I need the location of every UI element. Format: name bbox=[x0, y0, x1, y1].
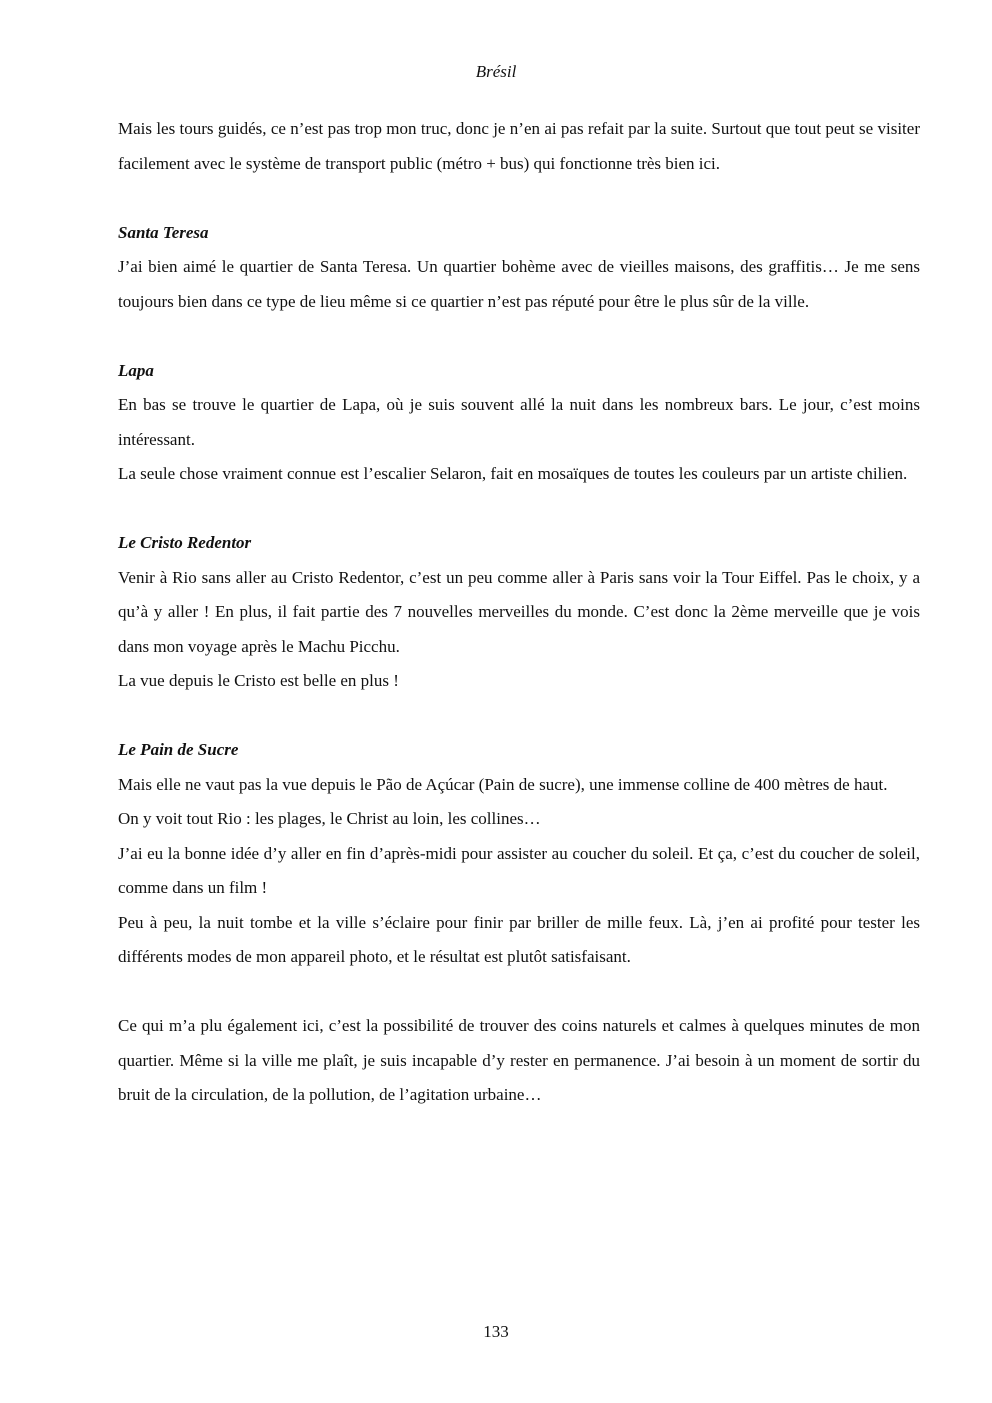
section-spacer bbox=[118, 319, 920, 354]
lapa-paragraph-1: En bas se trouve le quartier de Lapa, où je suis souvent allé la nuit dans les nombreux bars. Le jour, c’est moins intéressant. bbox=[118, 395, 920, 449]
santa-teresa-paragraph: J’ai bien aimé le quartier de Santa Teresa. Un quartier bohème avec de vieilles maisons, des graffitis… Je me sens toujours bien dans ce type de lieu même si ce quartier n’est pas réputé pour être le plus sûr de la ville. bbox=[118, 257, 920, 311]
pain-de-sucre-paragraph-4: Peu à peu, la nuit tombe et la ville s’éclaire pour finir par briller de mille feux. Là, j’en ai profité pour tester les différents modes de mon appareil photo, et le résultat est plutôt satisfaisant. bbox=[118, 912, 920, 966]
cristo-paragraph-2: La vue depuis le Cristo est belle en plus ! bbox=[118, 671, 399, 690]
intro-paragraph: Mais les tours guidés, ce n’est pas trop mon truc, donc je n’en ai pas refait par la suite. Surtout que tout peut se visiter facilement avec le système de transport public (métro + bus) qui fonctionne très bien ici. bbox=[118, 119, 920, 173]
section-spacer bbox=[118, 492, 920, 527]
section-spacer bbox=[118, 699, 920, 734]
pain-de-sucre-paragraph-3: J’ai eu la bonne idée d’y aller en fin d’après-midi pour assister au coucher du soleil. Et ça, c’est du coucher de soleil, comme dans un film ! bbox=[118, 843, 920, 897]
closing-paragraph: Ce qui m’a plu également ici, c’est la possibilité de trouver des coins naturels et calmes à quelques minutes de mon quartier. Même si la ville me plaît, je suis incapable d’y rester en permanence. J’ai besoin à un moment de sortir du bruit de la circulation, de la pollution, de l’agitation urbaine… bbox=[118, 1016, 920, 1104]
pain-de-sucre-paragraph-1: Mais elle ne vaut pas la vue depuis le Pão de Açúcar (Pain de sucre), une immense colline de 400 mètres de haut. bbox=[118, 774, 888, 794]
section-spacer bbox=[118, 975, 920, 1010]
cristo-paragraph-1: Venir à Rio sans aller au Cristo Redentor, c’est un peu comme aller à Paris sans voir la Tour Eiffel. Pas le choix, y a qu’à y aller ! En plus, il fait partie des 7 nouvelles merveilles du monde. C’est donc la 2ème merveille que je vois dans mon voyage après le Machu Picchu. bbox=[118, 567, 920, 656]
running-header: Brésil bbox=[475, 62, 517, 81]
section-title-cristo-redentor: Le Cristo Redentor bbox=[118, 533, 252, 552]
page-number: 133 bbox=[483, 1322, 509, 1341]
section-title-lapa: Lapa bbox=[118, 360, 154, 380]
section-title-pain-de-sucre: Le Pain de Sucre bbox=[118, 740, 239, 759]
pain-de-sucre-paragraph-2: On y voit tout Rio : les plages, le Christ au loin, les collines… bbox=[118, 809, 541, 828]
section-title-santa-teresa: Santa Teresa bbox=[118, 222, 209, 242]
section-spacer bbox=[118, 181, 920, 216]
lapa-paragraph-2: La seule chose vraiment connue est l’escalier Selaron, fait en mosaïques de toutes les couleurs par un artiste chilien. bbox=[118, 464, 908, 483]
page-content bbox=[118, 112, 920, 1113]
